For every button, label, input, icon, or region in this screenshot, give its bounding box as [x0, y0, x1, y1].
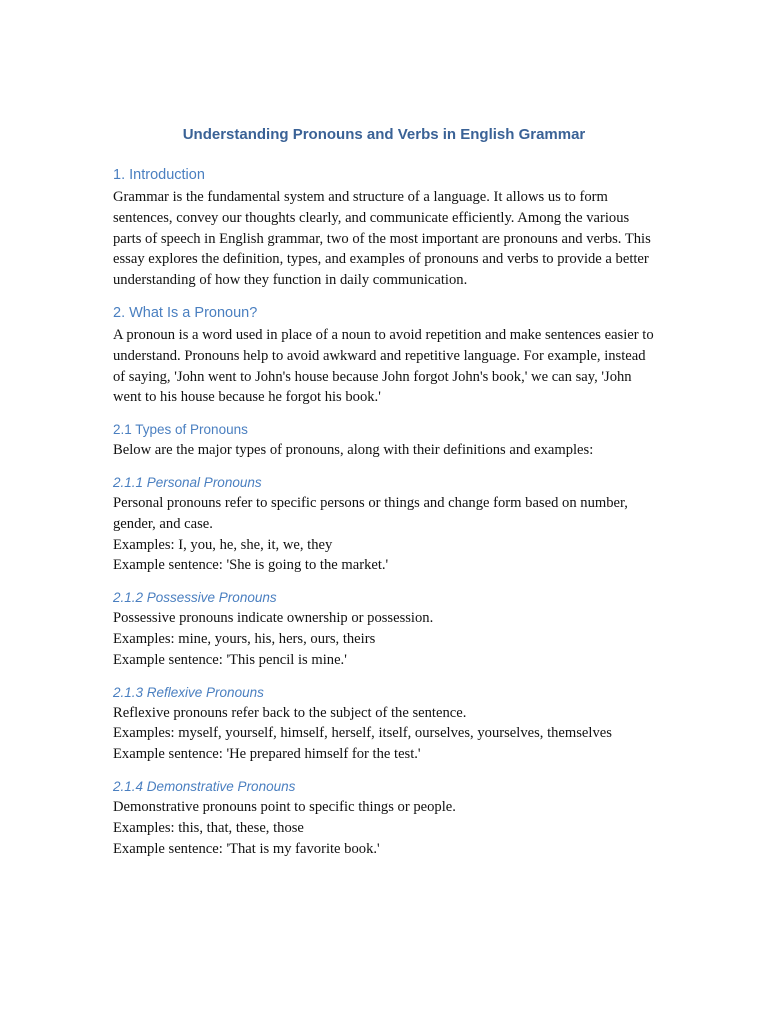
paragraph: Possessive pronouns indicate ownership or possession. — [113, 610, 434, 627]
subsubsection-heading: 2.1.2 Possessive Pronouns — [113, 590, 277, 606]
subsubsection-heading: 2.1.3 Reflexive Pronouns — [113, 684, 264, 700]
paragraph: Personal pronouns refer to specific persons or things and change form based on number, gender, and case. — [113, 494, 628, 532]
examples-line: Examples: myself, yourself, himself, herself, itself, ourselves, yourselves, themselves — [113, 725, 612, 742]
examples-line: Examples: this, that, these, those — [113, 819, 304, 836]
examples-line: Examples: I, you, he, she, it, we, they — [113, 536, 333, 553]
examples-line: Examples: mine, yours, his, hers, ours, theirs — [113, 630, 376, 647]
section-demonstrative-pronouns — [113, 777, 655, 859]
paragraph: Reflexive pronouns refer back to the subject of the sentence. — [113, 704, 467, 721]
paragraph: Demonstrative pronouns point to specific things or people. — [113, 798, 456, 815]
section-types-of-pronouns — [113, 420, 655, 461]
document-title: Understanding Pronouns and Verbs in English Grammar — [182, 126, 586, 143]
section-heading: 2. What Is a Pronoun? — [113, 304, 258, 321]
example-sentence: Example sentence: 'She is going to the market.' — [113, 557, 389, 574]
example-sentence: Example sentence: 'He prepared himself for the test.' — [113, 746, 421, 763]
section-heading: 1. Introduction — [113, 167, 205, 183]
section-reflexive-pronouns — [113, 683, 655, 765]
subsubsection-heading: 2.1.4 Demonstrative Pronouns — [113, 778, 296, 794]
paragraph: Grammar is the fundamental system and structure of a language. It allows us to form sentences, convey our thoughts clearly, and communicate efficiently. Among the various parts of speech in English grammar, two of the most important are pronouns and verbs. This essay explores the definition, types, and examples of pronouns and verbs to provide a better understanding of how they function in daily communication. — [113, 189, 651, 289]
example-sentence: Example sentence: 'That is my favorite book.' — [113, 840, 380, 857]
paragraph: A pronoun is a word used in place of a noun to avoid repetition and make sentences easier to understand. Pronouns help to avoid awkward and repetitive language. For example, instead of saying, 'John went to John's house because John forgot John's book,' we can say, 'John went to his house because he forgot his book.' — [113, 326, 654, 406]
paragraph: Below are the major types of pronouns, along with their definitions and examples: — [113, 442, 594, 459]
section-what-is-pronoun — [113, 303, 655, 408]
example-sentence: Example sentence: 'This pencil is mine.' — [113, 651, 347, 668]
subsection-heading: 2.1 Types of Pronouns — [113, 422, 248, 438]
section-possessive-pronouns — [113, 588, 655, 670]
subsubsection-heading: 2.1.1 Personal Pronouns — [113, 474, 262, 490]
section-personal-pronouns — [113, 473, 655, 576]
document-page — [113, 123, 655, 871]
section-introduction — [113, 165, 655, 291]
